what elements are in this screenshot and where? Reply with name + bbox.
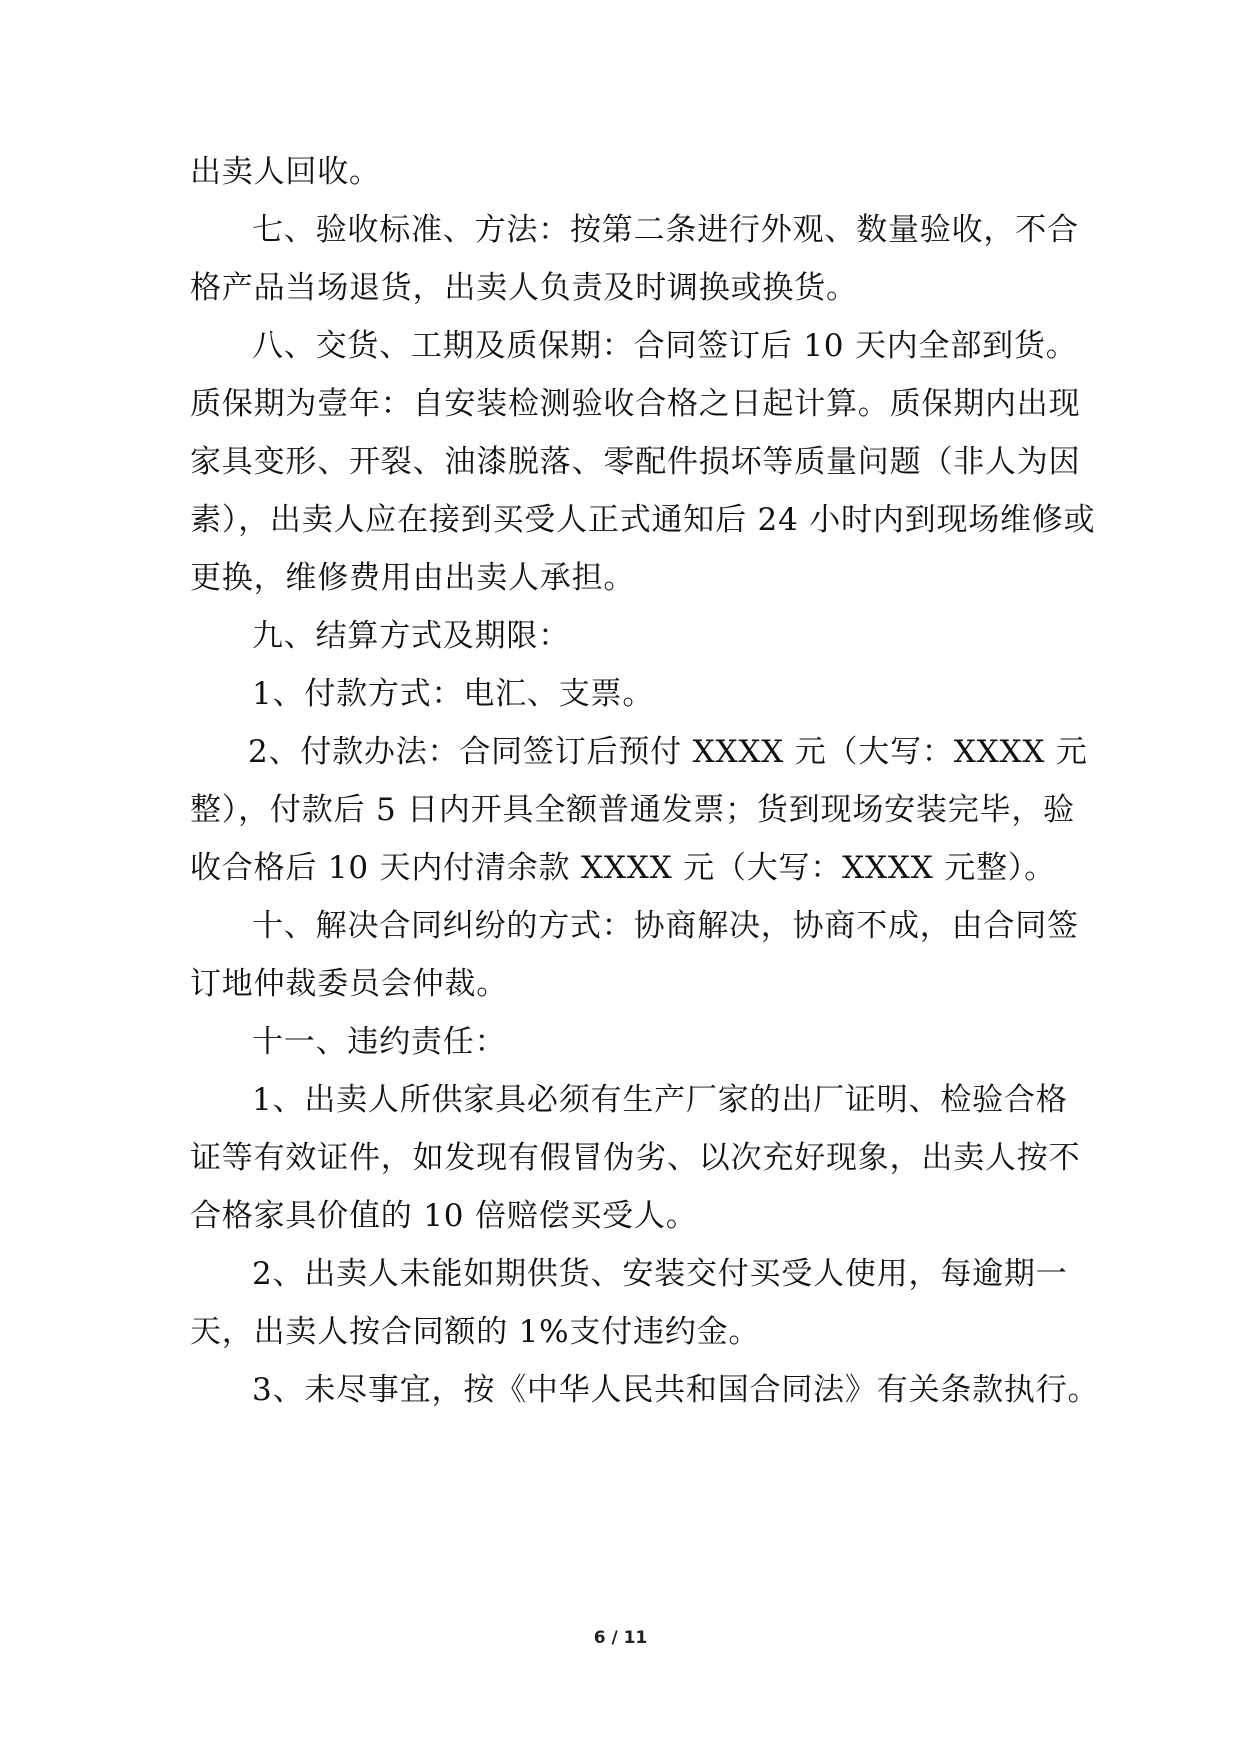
text-line: 十一、违约责任： <box>252 1024 507 1060</box>
text-line: 2、付款办法：合同签订后预付 XXXX 元（大写：XXXX 元 <box>248 734 1088 770</box>
text-line: 八、交货、工期及质保期：合同签订后 10 天内全部到货。 <box>252 328 1078 364</box>
page-number: 6 / 11 <box>593 1628 648 1648</box>
text-line: 合格家具价值的 10 倍赔偿买受人。 <box>190 1198 698 1234</box>
text-line: 七、验收标准、方法：按第二条进行外观、数量验收，不合 <box>252 212 1079 248</box>
text-line: 1、付款方式：电汇、支票。 <box>252 676 655 712</box>
text-line: 质保期为壹年：自安装检测验收合格之日起计算。质保期内出现 <box>190 386 1081 422</box>
text-line: 收合格后 10 天内付清余款 XXXX 元（大写：XXXX 元整）。 <box>190 850 1056 886</box>
text-line: 2、出卖人未能如期供货、安装交付买受人使用，每逾期一 <box>252 1256 1068 1292</box>
text-line: 整），付款后 5 日内开具全额普通发票；货到现场安装完毕，验 <box>190 792 1075 828</box>
text-line: 素），出卖人应在接到买受人正式通知后 24 小时内到现场维修或 <box>190 502 1096 538</box>
text-line: 格产品当场退货，出卖人负责及时调换或换货。 <box>190 270 858 306</box>
text-line: 十、解决合同纠纷的方式：协商解决，协商不成，由合同签 <box>252 908 1079 944</box>
text-line: 1、出卖人所供家具必须有生产厂家的出厂证明、检验合格 <box>252 1082 1068 1118</box>
text-line: 3、未尽事宜，按《中华人民共和国合同法》有关条款执行。 <box>252 1372 1100 1408</box>
text-line: 九、结算方式及期限： <box>252 618 570 654</box>
text-line: 出卖人回收。 <box>190 154 381 190</box>
text-line: 证等有效证件，如发现有假冒伪劣、以次充好现象，出卖人按不 <box>190 1140 1081 1176</box>
text-line: 家具变形、开裂、油漆脱落、零配件损坏等质量问题（非人为因 <box>190 444 1081 480</box>
text-line: 更换，维修费用由出卖人承担。 <box>190 560 636 596</box>
text-line: 订地仲裁委员会仲裁。 <box>190 966 508 1002</box>
text-line: 天，出卖人按合同额的 1%支付违约金。 <box>190 1314 761 1350</box>
